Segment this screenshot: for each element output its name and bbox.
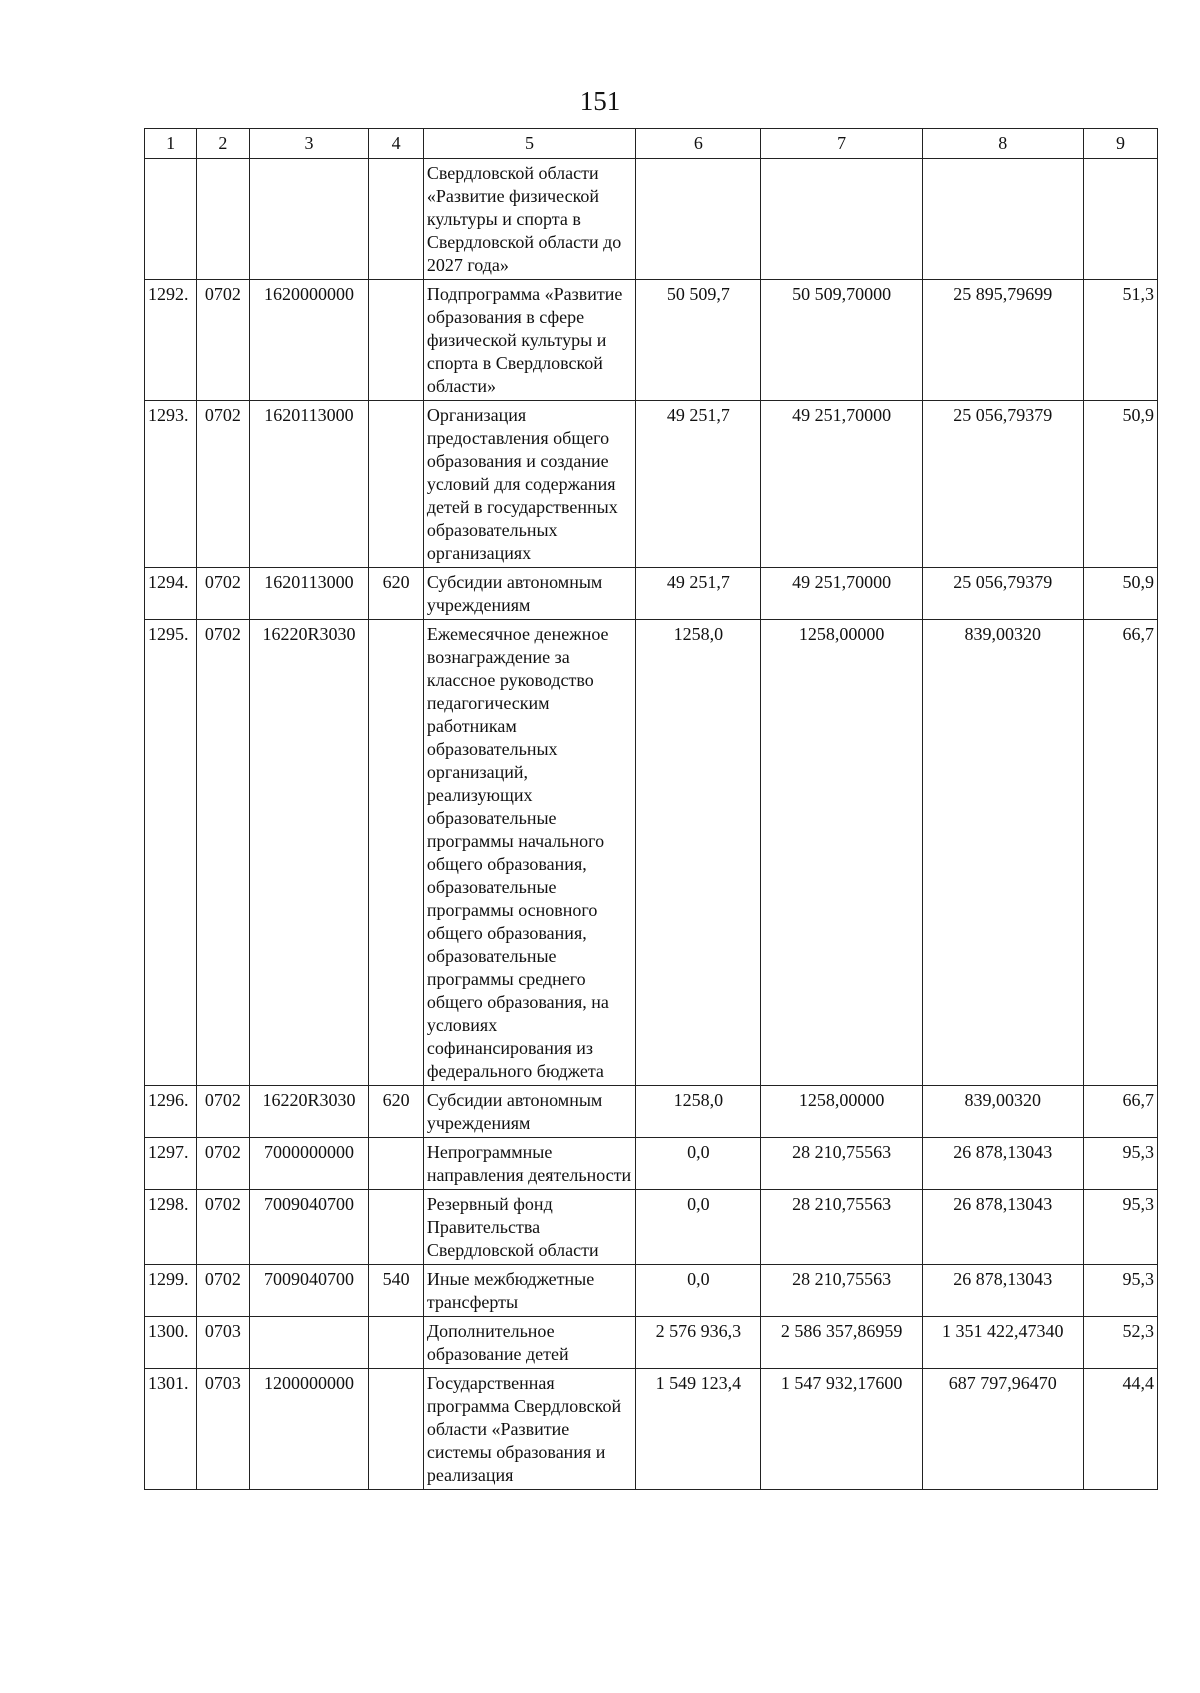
approved-amount: 28 210,75563: [761, 1190, 922, 1265]
table-row: [145, 1317, 1158, 1369]
expense-type: [369, 1190, 423, 1265]
row-number: 1295.: [145, 620, 197, 1086]
column-header: 4: [369, 129, 423, 159]
column-header: 9: [1083, 129, 1157, 159]
plan-amount: 1258,0: [636, 620, 761, 1086]
expense-type: [369, 1369, 423, 1490]
column-header: 7: [761, 129, 922, 159]
execution-percent: 95,3: [1083, 1138, 1157, 1190]
item-name: Иные межбюджетные трансферты: [423, 1265, 635, 1317]
execution-percent: 95,3: [1083, 1190, 1157, 1265]
header-row: [145, 129, 1158, 159]
item-name: Непрограммные направления деятельности: [423, 1138, 635, 1190]
row-number: 1296.: [145, 1086, 197, 1138]
executed-amount: [922, 159, 1083, 280]
plan-amount: 1258,0: [636, 1086, 761, 1138]
expense-type: [369, 1138, 423, 1190]
row-number: 1301.: [145, 1369, 197, 1490]
row-number: 1299.: [145, 1265, 197, 1317]
item-name: Государственная программа Свердловской области «Развитие системы образования и реализация: [423, 1369, 635, 1490]
target-code: 16220R3030: [249, 1086, 369, 1138]
execution-percent: [1083, 159, 1157, 280]
item-name: Субсидии автономным учреждениям: [423, 568, 635, 620]
row-number: 1298.: [145, 1190, 197, 1265]
table-row: [145, 1138, 1158, 1190]
expense-type: [369, 401, 423, 568]
executed-amount: 25 056,79379: [922, 401, 1083, 568]
row-number: 1294.: [145, 568, 197, 620]
column-header: 6: [636, 129, 761, 159]
section-code: 0703: [197, 1369, 249, 1490]
item-name: Подпрограмма «Развитие образования в сфере физической культуры и спорта в Свердловской области»: [423, 280, 635, 401]
target-code: [249, 1317, 369, 1369]
expense-type: [369, 1317, 423, 1369]
approved-amount: 49 251,70000: [761, 568, 922, 620]
expense-type: [369, 159, 423, 280]
table-row: [145, 620, 1158, 1086]
section-code: 0703: [197, 1317, 249, 1369]
table-row: [145, 568, 1158, 620]
approved-amount: 50 509,70000: [761, 280, 922, 401]
section-code: 0702: [197, 1190, 249, 1265]
approved-amount: 1 547 932,17600: [761, 1369, 922, 1490]
expense-type: [369, 280, 423, 401]
section-code: 0702: [197, 1086, 249, 1138]
target-code: 7009040700: [249, 1190, 369, 1265]
target-code: 1620000000: [249, 280, 369, 401]
execution-percent: 50,9: [1083, 568, 1157, 620]
section-code: 0702: [197, 401, 249, 568]
column-header: 2: [197, 129, 249, 159]
executed-amount: 839,00320: [922, 1086, 1083, 1138]
item-name: Субсидии автономным учреждениям: [423, 1086, 635, 1138]
plan-amount: 0,0: [636, 1190, 761, 1265]
approved-amount: 2 586 357,86959: [761, 1317, 922, 1369]
approved-amount: 49 251,70000: [761, 401, 922, 568]
approved-amount: [761, 159, 922, 280]
executed-amount: 26 878,13043: [922, 1138, 1083, 1190]
plan-amount: 50 509,7: [636, 280, 761, 401]
item-name: Резервный фонд Правительства Свердловской области: [423, 1190, 635, 1265]
section-code: 0702: [197, 620, 249, 1086]
column-header: 8: [922, 129, 1083, 159]
plan-amount: 0,0: [636, 1138, 761, 1190]
plan-amount: 49 251,7: [636, 401, 761, 568]
target-code: [249, 159, 369, 280]
plan-amount: 2 576 936,3: [636, 1317, 761, 1369]
plan-amount: 49 251,7: [636, 568, 761, 620]
plan-amount: [636, 159, 761, 280]
section-code: 0702: [197, 1265, 249, 1317]
target-code: 7000000000: [249, 1138, 369, 1190]
execution-percent: 66,7: [1083, 1086, 1157, 1138]
expense-type: 540: [369, 1265, 423, 1317]
table-row: [145, 1265, 1158, 1317]
target-code: 1620113000: [249, 568, 369, 620]
target-code: 1200000000: [249, 1369, 369, 1490]
column-header: 5: [423, 129, 635, 159]
item-name: Организация предоставления общего образования и создание условий для содержания детей в государственных образовательных организациях: [423, 401, 635, 568]
table-row: [145, 1369, 1158, 1490]
expense-type: 620: [369, 1086, 423, 1138]
execution-percent: 95,3: [1083, 1265, 1157, 1317]
table-body: [145, 159, 1158, 1490]
executed-amount: 25 056,79379: [922, 568, 1083, 620]
column-header: 1: [145, 129, 197, 159]
execution-percent: 52,3: [1083, 1317, 1157, 1369]
row-number: 1292.: [145, 280, 197, 401]
item-name: Дополнительное образование детей: [423, 1317, 635, 1369]
target-code: 16220R3030: [249, 620, 369, 1086]
plan-amount: 0,0: [636, 1265, 761, 1317]
approved-amount: 1258,00000: [761, 1086, 922, 1138]
row-number: 1293.: [145, 401, 197, 568]
executed-amount: 839,00320: [922, 620, 1083, 1086]
table-row: [145, 1086, 1158, 1138]
page-number: 151: [579, 86, 621, 116]
table-row: [145, 280, 1158, 401]
section-code: 0702: [197, 1138, 249, 1190]
execution-percent: 44,4: [1083, 1369, 1157, 1490]
budget-table: [144, 128, 1158, 1490]
executed-amount: 26 878,13043: [922, 1190, 1083, 1265]
table-row: [145, 1190, 1158, 1265]
approved-amount: 28 210,75563: [761, 1138, 922, 1190]
table-row: [145, 159, 1158, 280]
item-name: Свердловской области «Развитие физической культуры и спорта в Свердловской области до 2027 года»: [423, 159, 635, 280]
execution-percent: 51,3: [1083, 280, 1157, 401]
section-code: 0702: [197, 568, 249, 620]
executed-amount: 25 895,79699: [922, 280, 1083, 401]
table-row: [145, 401, 1158, 568]
section-code: 0702: [197, 280, 249, 401]
executed-amount: 1 351 422,47340: [922, 1317, 1083, 1369]
expense-type: [369, 620, 423, 1086]
plan-amount: 1 549 123,4: [636, 1369, 761, 1490]
target-code: 7009040700: [249, 1265, 369, 1317]
target-code: 1620113000: [249, 401, 369, 568]
column-header: 3: [249, 129, 369, 159]
row-number: [145, 159, 197, 280]
expense-type: 620: [369, 568, 423, 620]
executed-amount: 26 878,13043: [922, 1265, 1083, 1317]
approved-amount: 1258,00000: [761, 620, 922, 1086]
section-code: [197, 159, 249, 280]
execution-percent: 66,7: [1083, 620, 1157, 1086]
approved-amount: 28 210,75563: [761, 1265, 922, 1317]
row-number: 1300.: [145, 1317, 197, 1369]
execution-percent: 50,9: [1083, 401, 1157, 568]
item-name: Ежемесячное денежное вознаграждение за классное руководство педагогическим работникам образовательных организаций, реализующих образовательные программы начального общего образования, образовательные программы основного общего образования, образовательные программы среднего общего образования, на условиях софинансирования из федерального бюджета: [423, 620, 635, 1086]
executed-amount: 687 797,96470: [922, 1369, 1083, 1490]
row-number: 1297.: [145, 1138, 197, 1190]
